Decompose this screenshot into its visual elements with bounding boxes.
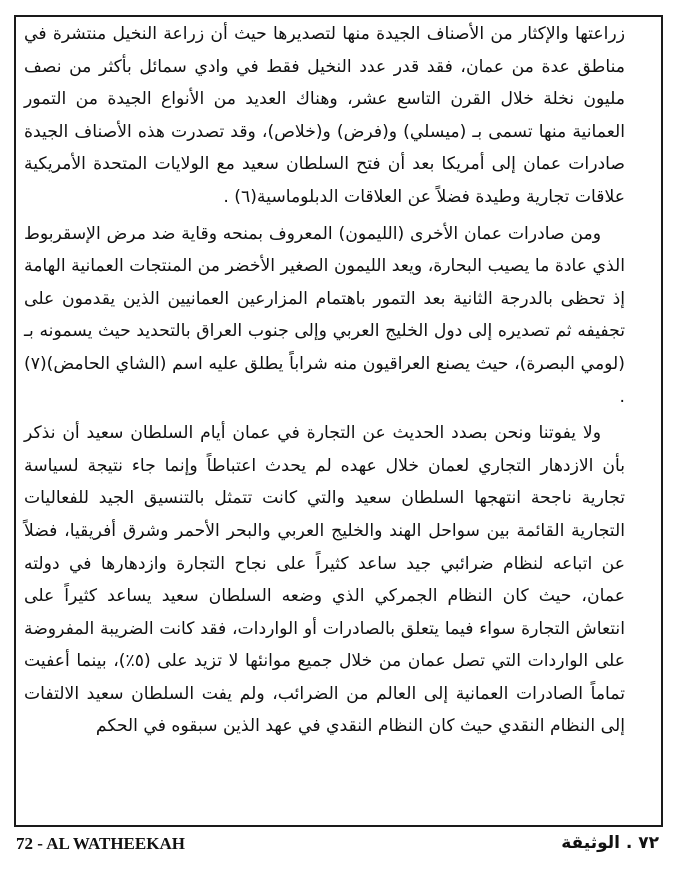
footer-page-label-arabic: ٧٢ . الوثيقة	[561, 833, 659, 853]
footer-page-label-english: 72 - AL WATHEEKAH	[16, 834, 185, 853]
paragraph-trade-policy: ولا يفوتنا ونحن بصدد الحديث عن التجارة في عمان أيام السلطان سعيد أن نذكر بأن الازدهار التجاري لعمان خلال عهده لم يحدث اعتباطاً وإنما جاء نتيجة لسياسة تجارية ناجحة انتهجها السلطان سعيد والتي كانت تتمثل بالتنسيق الجيد للفعاليات التجارية القائمة بين سواحل الهند والخليج العربي والبحر الأحمر وشرق أفريقيا، فضلاً عن اتباعه لنظام ضرائبي جيد ساعد كثيراً على نجاح التجارة وازدهارها في دولته عمان، حيث كان النظام الجمركي الذي وضعه السلطان سعيد يساعد كثيراً على انتعاش التجارة سواء فيما يتعلق بالصادرات أو الواردات، فقد كانت الضريبة المفروضة على الواردات التي تصل عمان من خلال جميع موانئها لا تزيد على (٥٪)، بينما أعفيت تماماً الصادرات العمانية إلى العالم من الضرائب، ولم يفت السلطان سعيد الالتفات إلى النظام النقدي حيث كان النظام النقدي في عهد الذين سبقوه في الحكم	[24, 423, 625, 737]
article-body	[24, 18, 625, 743]
paragraph-dates: زراعتها والإكثار من الأصناف الجيدة منها لتصديرها حيث أن زراعة النخيل منتشرة في مناطق عدة من عمان، فقد قدر عدد النخيل فقط في وادي سمائل بأكثر من نصف مليون نخلة خلال القرن التاسع عشر، وهناك العديد من الأنواع الجيدة من التمور العمانية منها تسمى بـ (ميسلي) و(فرض) و(خلاص)، وقد تصدرت هذه الأصناف الجيدة صادرات عمان إلى أمريكا بعد أن فتح السلطان سعيد مع الولايات المتحدة الأمريكية علاقات تجارية وطيدة فضلاً عن العلاقات الدبلوماسية(٦) .	[24, 24, 625, 207]
paragraph-lemon: ومن صادرات عمان الأخرى (الليمون) المعروف بمنحه وقاية ضد مرض الإسقربوط الذي عادة ما يصيب البحارة، ويعد الليمون الصغير الأخضر من المنتجات العمانية الهامة إذ تحظى بالدرجة الثانية بعد التمور باهتمام المزارعين العمانيين الذين يقدمون على تجفيفه ثم تصديره إلى دول الخليج العربي وإلى جنوب العراق بالتحديد حيث يسمونه بـ (لومي البصرة)، حيث يصنع العراقيون منه شراباً يطلق عليه اسم (الشاي الحامض)(٧) .	[24, 223, 625, 407]
